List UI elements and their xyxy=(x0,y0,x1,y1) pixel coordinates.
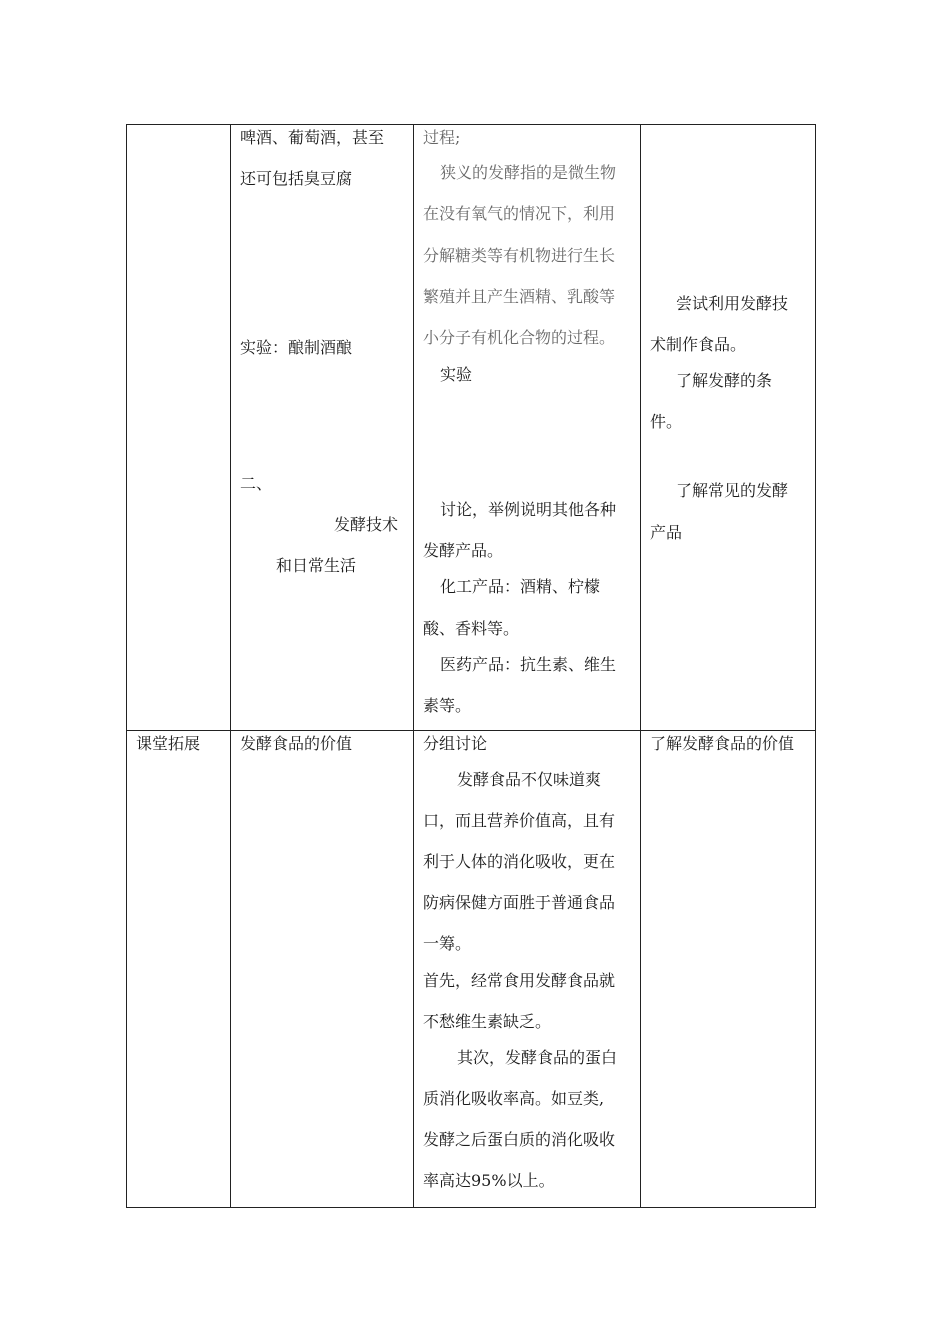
row2-col3-line8: 不愁维生素缺乏。 xyxy=(423,1012,552,1031)
section-title-line1: 发酵技术 xyxy=(334,515,399,534)
objective-1-line1: 尝试利用发酵技 xyxy=(676,294,789,313)
row1-col3-line11: 酸、香料等。 xyxy=(423,619,520,638)
row1-col2-line1: 啤酒、葡萄酒，甚至 xyxy=(240,128,385,147)
row1-col3-line4: 分解糖类等有机物进行生长 xyxy=(423,246,616,265)
row2-col3-line9: 其次，发酵食品的蛋白 xyxy=(457,1048,618,1067)
row2-stage-label: 课堂拓展 xyxy=(136,734,201,753)
row1-col3-experiment: 实验 xyxy=(440,365,473,384)
row2-col3-line12: 率高达95%以上。 xyxy=(423,1171,555,1190)
objective-3-line2: 产品 xyxy=(650,523,683,542)
row2-col3-line3: 口，而且营养价值高，且有 xyxy=(423,811,616,830)
row1-col3-line6: 小分子有机化合物的过程。 xyxy=(423,328,616,347)
row2-topic: 发酵食品的价值 xyxy=(240,734,353,753)
row1-col3-line8: 讨论，举例说明其他各种 xyxy=(440,500,617,519)
row1-col3-line5: 繁殖并且产生酒精、乳酸等 xyxy=(423,287,616,306)
row2-objective: 了解发酵食品的价值 xyxy=(650,734,795,753)
objective-2-line1: 了解发酵的条 xyxy=(676,371,773,390)
row1-col3-line2: 狭义的发酵指的是微生物 xyxy=(440,163,617,182)
row2-col3-line10: 质消化吸收率高。如豆类, xyxy=(423,1089,605,1108)
objective-2-line2: 件。 xyxy=(650,412,683,431)
row1-col3-line10: 化工产品：酒精、柠檬 xyxy=(440,577,601,596)
row2-col3-line4: 利于人体的消化吸收，更在 xyxy=(423,852,616,871)
section-number: 二、 xyxy=(240,474,273,493)
column-divider xyxy=(230,125,231,1207)
objective-1-line2: 术制作食品。 xyxy=(650,335,747,354)
column-divider xyxy=(640,125,641,1207)
row1-col3-line1: 过程; xyxy=(423,128,461,147)
row1-col2-line2: 还可包括臭豆腐 xyxy=(240,169,353,188)
row1-col3-line3: 在没有氧气的情况下，利用 xyxy=(423,204,616,223)
row1-col3-line12: 医药产品：抗生素、维生 xyxy=(440,655,617,674)
row2-col3-line5: 防病保健方面胜于普通食品 xyxy=(423,893,616,912)
row2-col3-line7: 首先，经常食用发酵食品就 xyxy=(423,971,616,990)
row-divider xyxy=(127,730,815,731)
row2-col3-line1: 分组讨论 xyxy=(423,734,488,753)
row2-col3-line11: 发酵之后蛋白质的消化吸收 xyxy=(423,1130,616,1149)
row2-col3-line2: 发酵食品不仅味道爽 xyxy=(457,770,602,789)
row1-experiment-label: 实验：酿制酒酿 xyxy=(240,338,353,357)
section-title-line2: 和日常生活 xyxy=(276,556,357,575)
row2-col3-line6: 一筹。 xyxy=(423,934,472,953)
objective-3-line1: 了解常见的发酵 xyxy=(676,481,789,500)
row1-col3-line13: 素等。 xyxy=(423,696,472,715)
column-divider xyxy=(413,125,414,1207)
row1-col3-line9: 发酵产品。 xyxy=(423,541,504,560)
